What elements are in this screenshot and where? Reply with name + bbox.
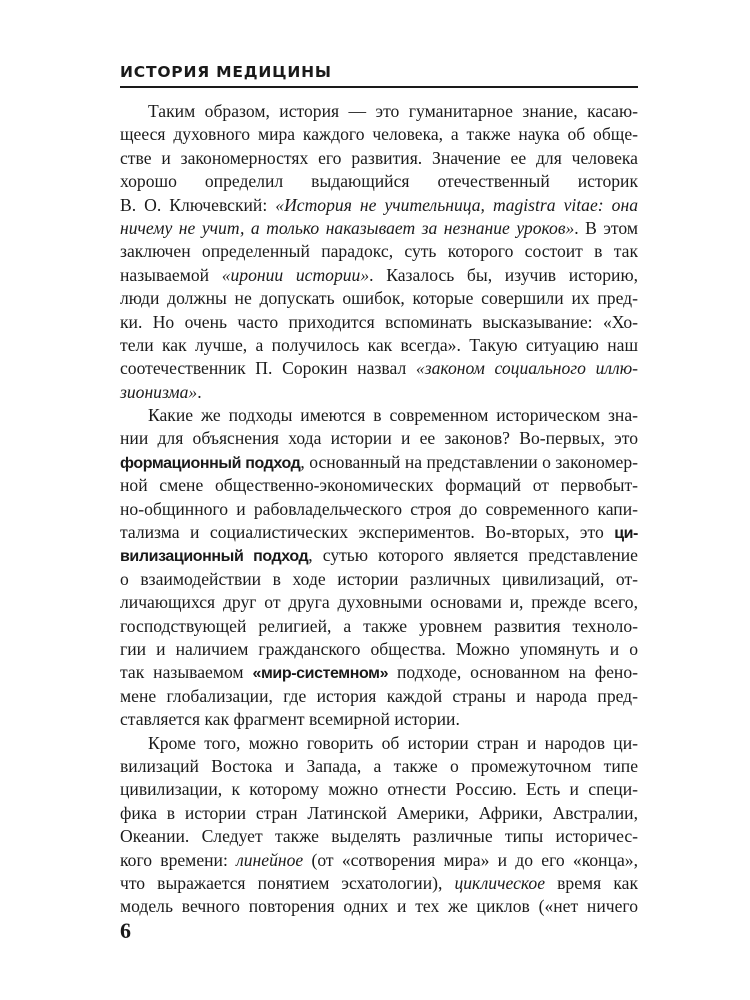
emphasis-text: «иронии истории» <box>221 264 370 285</box>
body-text <box>120 100 638 919</box>
text-line: Какие же подходы имеются в современном историческом зна- <box>148 405 638 426</box>
text-line: В. О. Ключевский: «История не учительница, magistra vitae: она <box>120 194 639 215</box>
emphasis-text: зионизма» <box>120 381 198 402</box>
text-line: фика в истории стран Латинской Америки, Африки, Австралии, <box>120 802 638 823</box>
text-line: ки. Но очень часто приходится вспоминать высказывание: «Хо- <box>120 311 638 332</box>
text-line: хорошо определил выдающийся отечественный историк <box>120 171 638 192</box>
text-line: ставляется как фрагмент всемирной истории. <box>120 709 460 730</box>
text-line: мене глобализации, где история каждой страны и народа пред- <box>120 685 638 706</box>
text-line: но-общинного и рабовладельческого строя до современного капи- <box>120 498 638 519</box>
text-line: называемой «иронии истории». Казалось бы, изучив историю, <box>120 264 638 285</box>
text-line: господствующей религией, а также уровнем развития техноло- <box>120 615 638 636</box>
quote-text: ничему не учит, а только наказывает за незнание уроков» <box>120 217 575 238</box>
text-line: что выражается понятием эсхатологии), циклическое время как <box>120 872 638 893</box>
text-line: зионизма». <box>120 381 202 402</box>
text-line: заключен определенный парадокс, суть которого состоит в так <box>120 241 638 262</box>
page-header <box>120 62 638 88</box>
term-bold: ци- <box>614 525 638 543</box>
emphasis-text: циклическое <box>454 872 546 893</box>
paragraph-2 <box>120 404 638 731</box>
text-line: нии для объяснения хода истории и ее законов? Во-первых, это <box>120 428 638 449</box>
text-line: цивилизации, к которому можно отнести Россию. Есть и специ- <box>120 779 638 800</box>
text-line: тели как лучше, а получилось как всегда». Такую ситуацию наш <box>120 334 638 355</box>
header-rule <box>120 86 638 88</box>
term-bold: формационный подход <box>120 454 301 472</box>
text-line: стве и закономерностях его развития. Значение ее для человека <box>120 147 638 168</box>
text-line: личающихся друг от друга духовными основами и, прежде всего, <box>120 592 638 613</box>
text-line: соотечественник П. Сорокин назвал «законом социального иллю- <box>120 358 638 379</box>
text-line: кого времени: линейное (от «сотворения мира» и до его «конца», <box>120 849 638 870</box>
text-line: вилизационный подход, сутью которого является представление <box>120 545 638 566</box>
text-line: о взаимодействии в ходе истории различных цивилизаций, от- <box>120 568 638 589</box>
term-bold: «мир-системном» <box>252 665 389 683</box>
text-line: люди должны не допускать ошибок, которые совершили их пред- <box>120 288 638 309</box>
text-line: вилизаций Востока и Запада, а также о промежуточном типе <box>120 755 638 776</box>
quote-text: «История не учительница, magistra vitae: она <box>275 194 639 215</box>
text-line: тализма и социалистических экспериментов. Во-вторых, это ци- <box>120 522 638 543</box>
text-line: так называемом «мир-системном» подходе, основанном на фено- <box>120 662 638 683</box>
term-bold: вилизационный подход <box>120 548 309 566</box>
page-number: 6 <box>120 918 131 943</box>
text-line: Океании. Следует также выделять различные типы историчес- <box>120 826 638 847</box>
text-line: Таким образом, история — это гуманитарное знание, касаю- <box>148 101 638 121</box>
text-line: Кроме того, можно говорить об истории стран и народов ци- <box>148 732 638 753</box>
emphasis-text: «законом социального иллю- <box>415 358 638 379</box>
emphasis-text: линейное <box>236 849 304 870</box>
paragraph-3 <box>120 732 638 919</box>
text-line: гии и наличием гражданского общества. Можно упомянуть и о <box>120 638 638 659</box>
text-line: щееся духовного мира каждого человека, а также наука об обще- <box>120 124 638 145</box>
paragraph-1 <box>120 100 638 404</box>
text-line: формационный подход, основанный на представлении о закономер- <box>120 451 638 472</box>
text-line: модель вечного повторения одних и тех же циклов («нет ничего <box>120 896 638 917</box>
text-line: ничему не учит, а только наказывает за незнание уроков». В этом <box>120 217 638 238</box>
running-head-title: ИСТОРИЯ МЕДИЦИНЫ <box>120 63 332 81</box>
text-line: ной смене общественно-экономических формаций от первобыт- <box>120 475 638 496</box>
